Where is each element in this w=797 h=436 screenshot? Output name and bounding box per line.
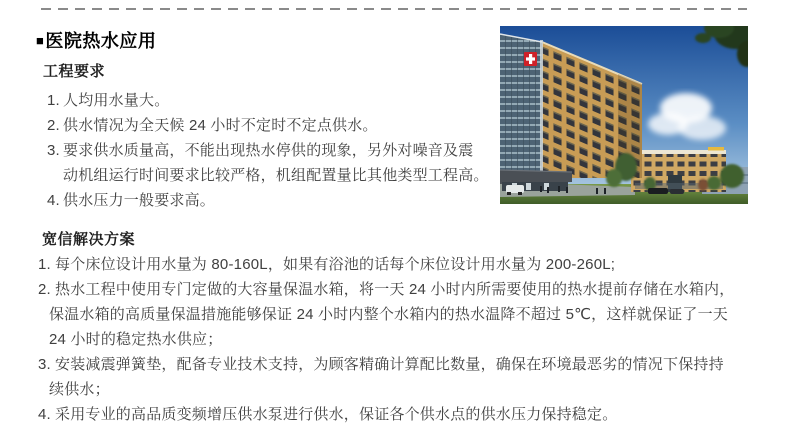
solution-item-2-cont (38, 302, 734, 327)
page-title-text: 医院热水应用 (45, 31, 157, 51)
solution-heading: 宽信解决方案 (42, 231, 136, 248)
hospital-building-illustration (500, 26, 748, 204)
item-text: 保温水箱的高质量保温措施能够保证 24 小时内整个水箱内的热水温降不超过 5℃，这样就保证了一天 (49, 306, 728, 323)
item-text: 24 小时的稳定热水供应； (49, 331, 223, 348)
requirement-item-3-cont (47, 163, 489, 188)
hospital-photo (500, 26, 748, 204)
page-title (36, 27, 156, 53)
requirements-section (43, 59, 489, 213)
requirement-item-2 (47, 113, 489, 138)
solution-item-3 (38, 352, 734, 377)
solution-item-1 (38, 252, 734, 277)
top-dashed-divider (41, 8, 747, 10)
solution-section (38, 227, 734, 427)
item-text: 每个床位设计用水量为 80-160L，如果有浴池的话每个床位设计用水量为 200-260L; (55, 256, 616, 273)
requirement-item-4 (47, 188, 489, 213)
red-cross-sign (524, 52, 537, 66)
item-number: 4. (47, 192, 60, 209)
item-text: 人均用水量大。 (63, 92, 170, 109)
requirements-heading: 工程要求 (43, 63, 106, 80)
requirement-item-1 (47, 88, 489, 113)
item-text: 续供水； (49, 381, 110, 398)
item-number: 2. (38, 281, 51, 298)
item-number: 3. (38, 356, 51, 373)
solution-item-2-cont (38, 327, 734, 352)
item-text: 动机组运行时间要求比较严格，机组配置量比其他类型工程高。 (63, 167, 489, 184)
item-number: 2. (47, 117, 60, 134)
square-bullet-icon: ■ (36, 33, 45, 48)
item-text: 供水情况为全天候 24 小时不定时不定点供水。 (63, 117, 378, 134)
item-number: 3. (47, 142, 60, 159)
item-number: 1. (47, 92, 60, 109)
item-text: 供水压力一般要求高。 (63, 192, 216, 209)
item-number: 1. (38, 256, 51, 273)
solution-item-4 (38, 402, 734, 427)
item-text: 热水工程中使用专门定做的大容量保温水箱，将一天 24 小时内所需要使用的热水提前存储在水箱内， (55, 281, 735, 298)
solution-item-3-cont (38, 377, 734, 402)
item-number: 4. (38, 406, 51, 423)
solution-item-2 (38, 277, 734, 302)
item-text: 采用专业的高品质变频增压供水泵进行供水，保证各个供水点的供水压力保持稳定。 (55, 406, 618, 423)
item-text: 安装减震弹簧垫，配备专业技术支持，为顾客精确计算配比数量，确保在环境最恶劣的情况下保持持 (55, 356, 724, 373)
item-text: 要求供水质量高，不能出现热水停供的现象，另外对噪音及震 (63, 142, 474, 159)
requirement-item-3 (47, 138, 489, 163)
